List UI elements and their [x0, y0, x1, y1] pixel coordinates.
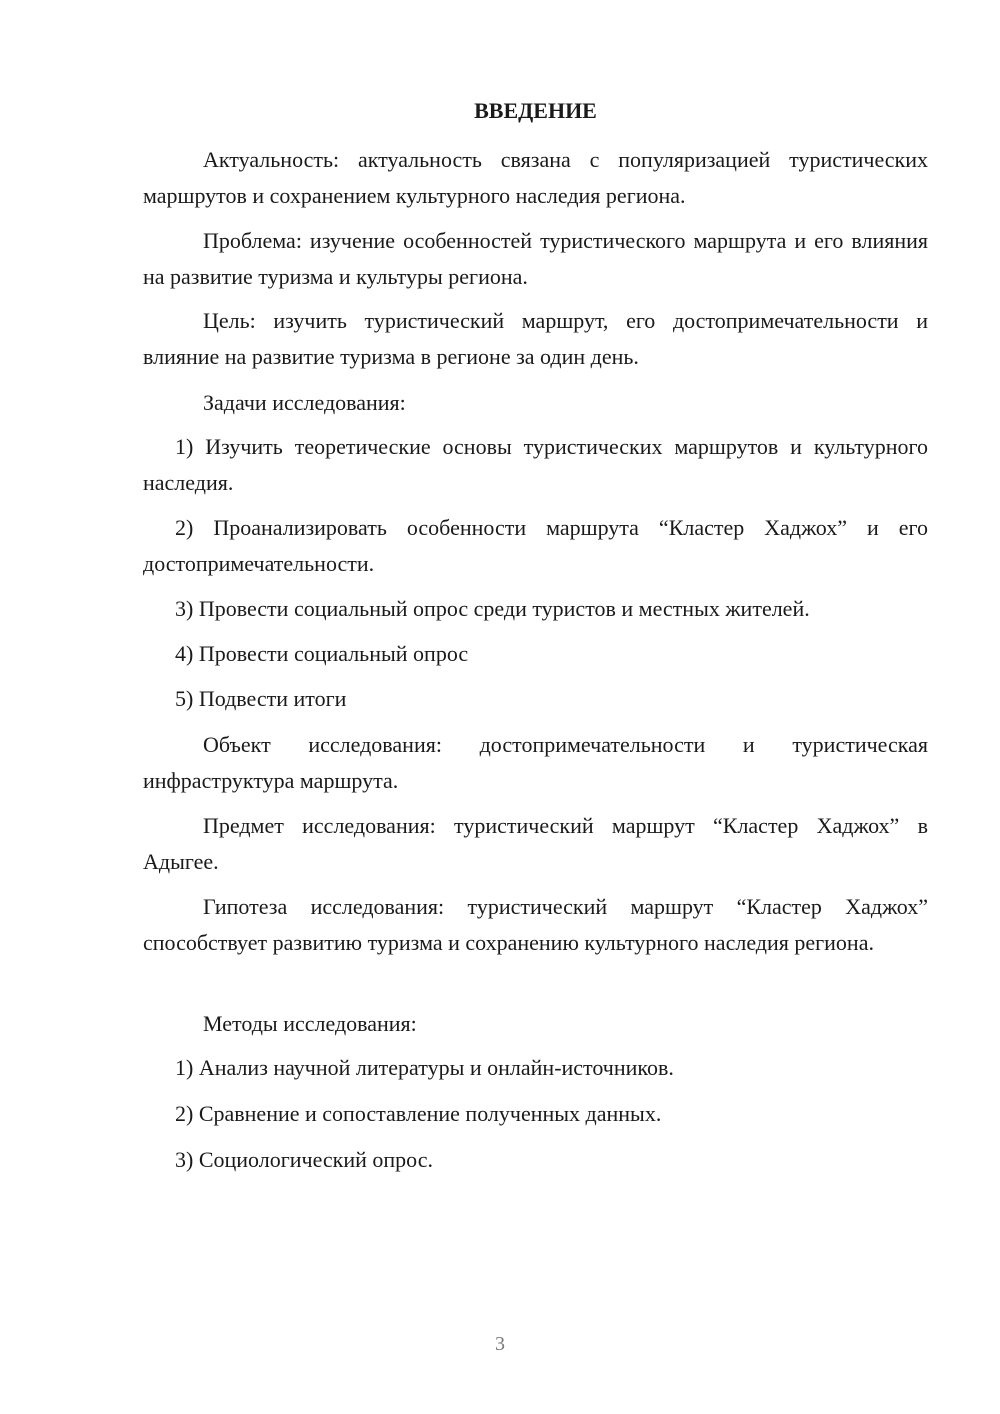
paragraph-subject: Предмет исследования: туристический маршрут “Кластер Хаджох” в Адыгее. [143, 813, 928, 874]
paragraph-problem: Проблема: изучение особенностей туристического маршрута и его влияния на развитие туризма и культуры региона. [143, 228, 928, 289]
task-item-3: 3) Провести социальный опрос среди туристов и местных жителей. [175, 596, 810, 621]
tasks-heading: Задачи исследования: [203, 390, 406, 415]
method-item-1: 1) Анализ научной литературы и онлайн-источников. [175, 1055, 674, 1080]
method-item-2: 2) Сравнение и сопоставление полученных данных. [175, 1101, 662, 1126]
task-item-1: 1) Изучить теоретические основы туристических маршрутов и культурного наследия. [143, 434, 928, 495]
section-title: ВВЕДЕНИЕ [474, 98, 597, 123]
method-item-3: 3) Социологический опрос. [175, 1147, 433, 1172]
paragraph-object: Объект исследования: достопримечательности и туристическая инфраструктура маршрута. [143, 732, 928, 793]
task-item-5: 5) Подвести итоги [175, 686, 347, 711]
paragraph-hypothesis: Гипотеза исследования: туристический маршрут “Кластер Хаджох” способствует развитию туризма и сохранению культурного наследия региона. [143, 894, 928, 955]
task-item-2: 2) Проанализировать особенности маршрута “Кластер Хаджох” и его достопримечательности. [143, 515, 928, 576]
paragraph-goal: Цель: изучить туристический маршрут, его достопримечательности и влияние на развитие туризма в регионе за один день. [143, 308, 928, 369]
paragraph-relevance: Актуальность: актуальность связана с популяризацией туристических маршрутов и сохранением культурного наследия региона. [143, 147, 928, 208]
page-number: 3 [495, 1333, 505, 1355]
methods-heading: Методы исследования: [203, 1011, 417, 1036]
task-item-4: 4) Провести социальный опрос [175, 641, 469, 666]
